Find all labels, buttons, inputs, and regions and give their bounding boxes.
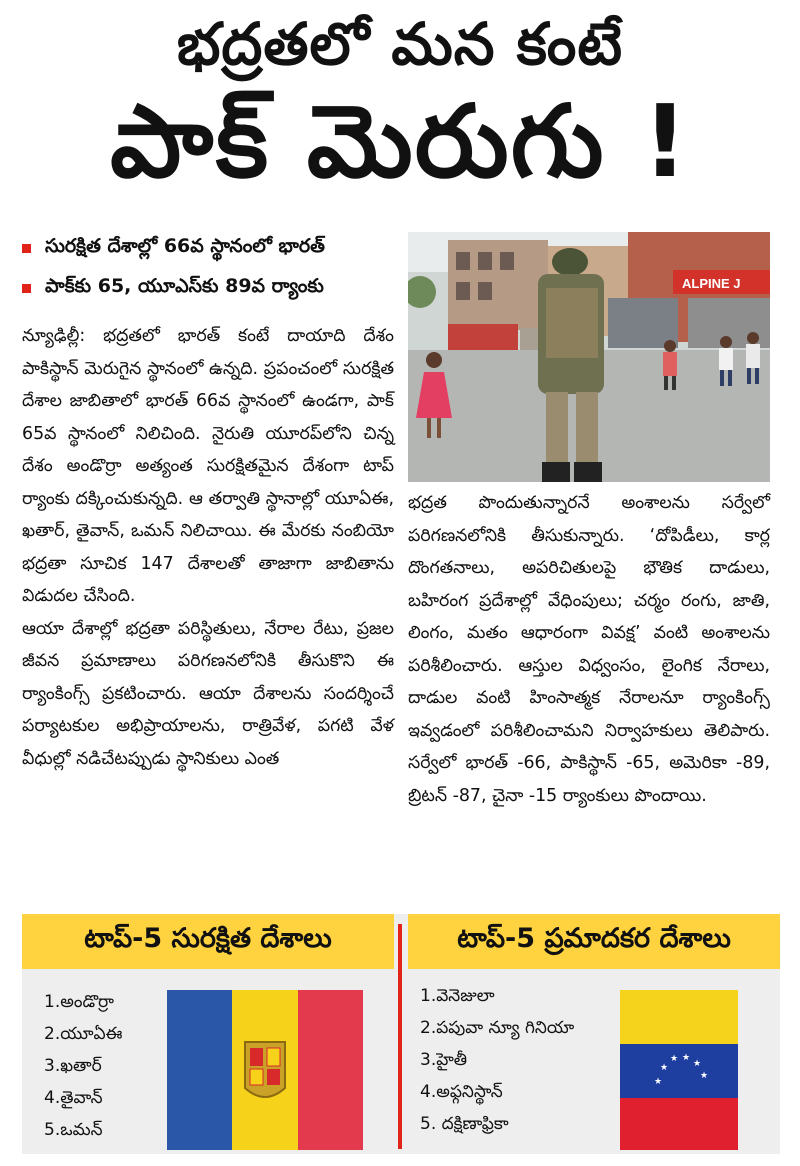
list-item: 4.అఫ్గనిస్థాన్ xyxy=(420,1082,503,1102)
svg-text:★: ★ xyxy=(654,1077,663,1087)
list-item: 1.వెనెజులా xyxy=(420,986,495,1006)
shop-sign: ALPINE J xyxy=(682,276,741,291)
andorra-flag-icon xyxy=(167,990,363,1150)
svg-text:★: ★ xyxy=(682,1053,691,1063)
list-item: 5.ఒమన్ xyxy=(44,1120,103,1140)
bullet-square-icon xyxy=(22,244,31,253)
highlight-text: పాక్‌కు 65, యూఎస్‌కు 89వ ర్యాంకు xyxy=(45,274,324,297)
panel-divider xyxy=(398,924,402,1149)
top5-safe-title: టాప్-5 సురక్షిత దేశాలు xyxy=(22,914,394,969)
svg-text:★: ★ xyxy=(670,1054,679,1064)
list-item: 1.అండొర్రా xyxy=(44,992,114,1012)
bullet-square-icon xyxy=(22,284,31,293)
article-column-right xyxy=(408,487,770,812)
highlights xyxy=(22,228,402,308)
headline-line-1: భద్రతలో మన కంటే xyxy=(176,10,624,78)
svg-text:★: ★ xyxy=(700,1071,709,1081)
svg-text:★: ★ xyxy=(693,1059,702,1069)
top5-safe-list xyxy=(44,986,122,1146)
article-paragraph: ఆయా దేశాల్లో భద్రతా పరిస్థితులు, నేరాల రేటు, ప్రజల జీవన ప్రమాణాలు పరిగణనలోనికి తీసుకొని ఈ ర్యాంకింగ్స్ ప్రకటించారు. ఆయా దేశాలను సందర్శించే పర్యాటకుల అభిప్రాయాలను, రాత్రివేళ, పగటి వేళ వీధుల్లో నడిచేటప్పుడు స్థానికులు ఎంత xyxy=(22,618,394,769)
highlight-item xyxy=(22,228,402,268)
headline-line-2: పాక్ మెరుగు ! xyxy=(110,83,690,200)
list-item: 2.యూఏఈ xyxy=(44,1024,123,1044)
svg-text:★: ★ xyxy=(660,1063,669,1073)
highlight-item xyxy=(22,268,402,308)
street-scene-image xyxy=(408,232,770,482)
list-item: 2.పపువా న్యూ గినియా xyxy=(420,1018,575,1038)
news-photo xyxy=(408,232,770,482)
top5-dangerous-list xyxy=(420,980,574,1140)
list-item: 3.ఖతార్ xyxy=(44,1056,102,1076)
list-item: 4.తైవాన్ xyxy=(44,1088,103,1108)
list-item: 3.హైతీ xyxy=(420,1050,468,1070)
top5-dangerous-title: టాప్-5 ప్రమాదకర దేశాలు xyxy=(408,914,780,969)
venezuela-flag-icon xyxy=(620,990,738,1150)
article-column-left xyxy=(22,320,394,775)
article-paragraph: న్యూఢిల్లీ: భద్రతలో భారత్ కంటే దాయాది దేశం పాకిస్థాన్ మెరుగైన స్థానంలో ఉన్నది. ప్రపంచంలో సురక్షిత దేశాల జాబితాలో భారత్ 66వ స్థానంలో ఉండగా, పాక్ 65వ స్థానంలో నిలిచింది. నైరుతి యూరప్‌లోని చిన్న దేశం అండొర్రా అత్యంత సురక్షితమైన దేశంగా టాప్ ర్యాంకు దక్కించుకున్నది. ఆ తర్వాతి స్థానాల్లో యూఏఈ, ఖతార్, తైవాన్, ఒమన్ నిలిచాయి. ఈ మేరకు నంబియో భద్రతా సూచిక 147 దేశాలతో తాజాగా జాబితాను విడుదల చేసింది. xyxy=(22,326,394,606)
article-paragraph: భద్రత పొందుతున్నారనే అంశాలను సర్వేలో పరిగణనలోనికి తీసుకున్నారు. ‘దోపిడీలు, కార్ల దొంగతనాలు, అపరిచితులపై భౌతిక దాడులు, బహిరంగ ప్రదేశాల్లో వేధింపులు; చర్మం రంగు, జాతి, లింగం, మతం ఆధారంగా వివక్ష’ వంటి అంశాలను పరిశీలించారు. ఆస్తుల విధ్వంసం, లైంగిక నేరాలు, దాడుల వంటి హింసాత్మక నేరాలనూ ర్యాంకింగ్స్ ఇవ్వడంలో పరిశీలించామని నిర్వాహకులు తెలిపారు. సర్వేలో భారత్ -66, పాకిస్థాన్ -65, అమెరికా -89, బ్రిటన్ -87, చైనా -15 ర్యాంకులు పొందాయి. xyxy=(408,493,770,806)
highlight-text: సురక్షిత దేశాల్లో 66వ స్థానంలో భారత్ xyxy=(45,234,325,257)
list-item: 5. దక్షిణాఫ్రికా xyxy=(420,1114,509,1134)
